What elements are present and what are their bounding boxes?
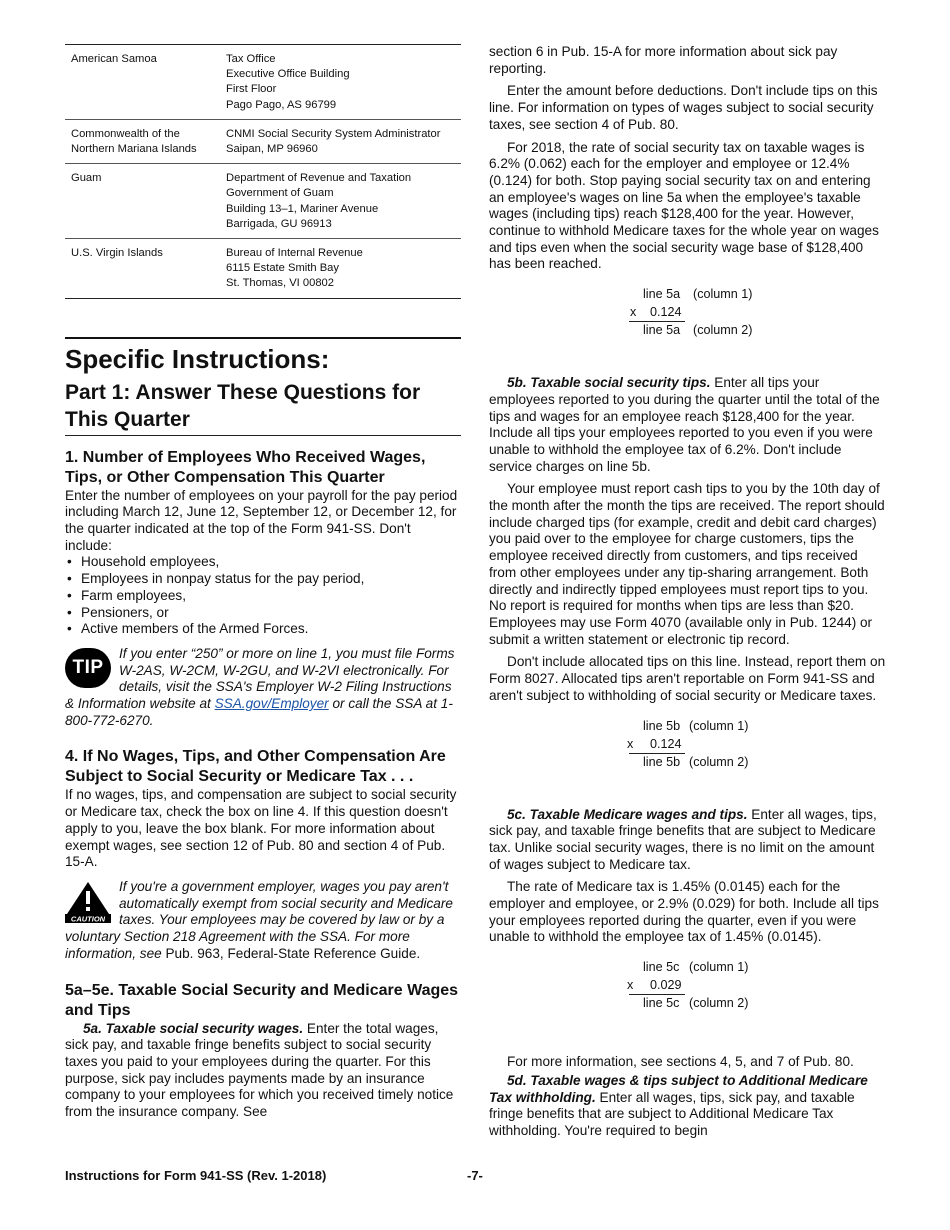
tip-text: If you enter “250” or more on line 1, you must file Forms W-2AS, W-2CM, W-2GU, and W-2VI electronically. For details, visit the SSA's Employer W-2 Filing Instructions & Information website at (65, 645, 455, 712)
calc-x: x (627, 736, 634, 751)
section-5d-paragraph (489, 1073, 886, 1140)
address-line: Saipan, MP 96960 (226, 143, 318, 156)
tip-icon: TIP (65, 648, 111, 688)
section-5d-lead: 5d. Taxable wages & tips subject to Additional Medicare Tax withholding. (489, 1072, 868, 1105)
address-line: First Floor (226, 83, 277, 96)
place-cell: Commonwealth of the Northern Mariana Islands (65, 119, 220, 163)
section-1-heading: 1. Number of Employees Who Received Wages, Tips, or Other Compensation This Quarter (65, 448, 426, 486)
list-item: • Employees in nonpay status for the pay period, (65, 571, 461, 588)
medicare-rate-paragraph: The rate of Medicare tax is 1.45% (0.0145) each for the employer and employee, or 2.9% (0.029) for both. Include all tips your employees reported during the quarter, even if you were unable to withhold the employee tax of 1.45% (0.0145). (489, 879, 879, 945)
calc-line-label: line 5a (643, 323, 681, 338)
section-5b-lead: 5b. Taxable social security tips. (507, 375, 711, 391)
calc-col2: (column 2) (693, 323, 753, 338)
calc-col1: (column 1) (689, 960, 749, 975)
address-table (65, 44, 461, 299)
address-cell (220, 239, 461, 299)
calc-5a (489, 285, 886, 345)
address-line: Barrigada, GU 96913 (226, 217, 332, 230)
calc-5b (489, 717, 886, 777)
list-item: • Farm employees, (65, 588, 461, 605)
section-5-heading: 5a–5e. Taxable Social Security and Medicare Wages and Tips (65, 981, 459, 1019)
caution-pub-ref: Pub. 963, Federal-State Reference Guide. (161, 945, 421, 961)
section-1-text: Enter the number of employees on your payroll for the pay period including March 12, June 12, September 12, or December 12, for the quarter indicated at the top of the Form 941-SS. Don't include: (65, 487, 458, 553)
exclusion-list (65, 554, 461, 638)
right-column (489, 44, 886, 1140)
calc-rate: 0.124 (650, 736, 682, 751)
place-cell: American Samoa (65, 45, 220, 120)
social-security-rate-paragraph: For 2018, the rate of social security tax on taxable wages is 6.2% (0.062) each for the employer and employee or 12.4% (0.124) for both. Stop paying social security tax on and entering an employee's wages on line 5a when the employee's taxable wages (including tips) reach $128,400 for the year. However, continue to withhold Medicare taxes for the whole year on wages and tips even when the social security wage base of $128,400 has been reached. (489, 139, 879, 272)
list-item: • Household employees, (65, 554, 461, 571)
calc-col1: (column 1) (693, 287, 753, 302)
section-5b-text: Enter all tips your employees reported to you during the quarter until the total of the tips and wages for an employee reach $128,400 for the year. Include all tips your employees reported to you even if you were unable to withhold the employee tax of 6.2%. Don't include service charges on line 5b. (489, 375, 880, 474)
calc-col2: (column 2) (689, 754, 749, 769)
calc-5c (489, 958, 886, 1018)
ssa-employer-link[interactable]: SSA.gov/Employer (214, 696, 329, 712)
section-5b-paragraph (489, 375, 886, 475)
section-5d-text: Enter all wages, tips, sick pay, and taxable fringe benefits that are subject to Additional Medicare Tax withholding. You're required to begin (489, 1089, 855, 1138)
address-line: 6115 Estate Smith Bay (226, 262, 339, 275)
address-line: Building 13–1, Mariner Avenue (226, 202, 379, 215)
more-info-paragraph: For more information, see sections 4, 5, and 7 of Pub. 80. (507, 1054, 854, 1070)
address-line: Government of Guam (226, 187, 334, 200)
list-item: • Pensioners, or (65, 605, 461, 622)
table-row (65, 119, 461, 163)
calc-rate: 0.029 (650, 978, 682, 993)
calc-x: x (630, 305, 637, 320)
svg-text:CAUTION: CAUTION (70, 914, 106, 923)
address-line: Department of Revenue and Taxation (226, 172, 412, 185)
section-5a-text: Enter the total wages, sick pay, and taxable fringe benefits subject to social security taxes you paid to your employees during the quarter. For this purpose, sick pay includes payments made by an insurance company to your employees for which you received timely notice from the insurance company. See (65, 1020, 454, 1120)
table-row (65, 164, 461, 239)
part-1-title: Part 1: Answer These Questions for This Quarter (65, 379, 461, 436)
section-5c-lead: 5c. Taxable Medicare wages and tips. (507, 806, 748, 822)
allocated-tips-paragraph: Don't include allocated tips on this line. Instead, report them on Form 8027. Allocated tips aren't reportable on Form 941-SS and aren't subject to withholding of social security or Medicare taxes. (489, 654, 886, 703)
calc-line-label: line 5a (643, 287, 681, 302)
calc-line-label: line 5b (643, 718, 681, 733)
address-line: Tax Office (226, 53, 276, 65)
address-cell (220, 164, 461, 239)
address-line: St. Thomas, VI 00802 (226, 277, 335, 290)
specific-instructions-title: Specific Instructions: (65, 337, 461, 375)
caution-icon (65, 881, 111, 923)
address-line: CNMI Social Security System Administrator (226, 127, 441, 140)
place-cell: Guam (65, 164, 220, 239)
list-item: • Active members of the Armed Forces. (65, 621, 461, 638)
calc-rate: 0.124 (650, 305, 682, 320)
calc-line-label: line 5c (643, 996, 680, 1011)
calc-col1: (column 1) (689, 718, 749, 733)
place-cell: U.S. Virgin Islands (65, 239, 220, 299)
address-cell (220, 45, 461, 120)
cash-tips-paragraph: Your employee must report cash tips to you by the 10th day of the month after the month the tips are received. The report should include charged tips (for example, credit and debit card charges) you paid over to the employee for charge customers, tips the employee received directly from customers, and tips received from other employees under any tip-sharing arrangement. Both directly and indirectly tipped employees must report tips to you. No report is required for months when tips are less than $20. Employees may use Form 4070 (available only in Pub. 1244) or submit a written statement or electronic tip record. (489, 481, 885, 647)
tip-text-end: or call the SSA at 1-800-772-6270. (65, 696, 453, 728)
caution-note (65, 879, 461, 963)
sick-pay-continuation: section 6 in Pub. 15-A for more information about sick pay reporting. (489, 44, 838, 76)
tip-note (65, 646, 461, 730)
table-row (65, 239, 461, 299)
address-line: Bureau of Internal Revenue (226, 247, 363, 260)
calc-line-label: line 5c (643, 960, 680, 975)
table-row (65, 45, 461, 120)
section-5c-text: Enter all wages, tips, sick pay, and taxable fringe benefits that are subject to Medicare tax. Unlike social security wages, there is no limit on the amount of wages subject to Medicare tax. (489, 806, 877, 872)
amount-before-deductions: Enter the amount before deductions. Don't include tips on this line. For information on types of wages subject to social security taxes, see section 4 of Pub. 80. (489, 83, 878, 132)
address-cell (220, 119, 461, 163)
left-column (65, 44, 461, 1121)
section-5a-paragraph (65, 1021, 461, 1121)
calc-x: x (627, 978, 634, 993)
section-4-heading: 4. If No Wages, Tips, and Other Compensation Are Subject to Social Security or Medicare Tax . . . (65, 748, 446, 786)
section-4-text: If no wages, tips, and compensation are subject to social security or Medicare tax, check the box on line 4. If this question doesn't apply to you, leave the box blank. For more information about exempt wages, see section 12 of Pub. 80 and section 4 of Pub. 15-A. (65, 787, 457, 870)
address-line: Executive Office Building (226, 68, 350, 81)
calc-col2: (column 2) (689, 996, 749, 1011)
address-line: Pago Pago, AS 96799 (226, 98, 337, 111)
footer-form-title: Instructions for Form 941-SS (Rev. 1-2018) (65, 1168, 327, 1183)
footer-page-number: -7- (467, 1168, 483, 1183)
calc-line-label: line 5b (643, 754, 681, 769)
caution-text: If you're a government employer, wages you pay aren't automatically exempt from social security and Medicare taxes. Your employees may be covered by law or by a voluntary Section 218 Agreement with the SSA. For more information, see (65, 879, 453, 961)
section-5c-paragraph (489, 807, 886, 874)
section-5a-lead: 5a. Taxable social security wages. (83, 1020, 304, 1036)
